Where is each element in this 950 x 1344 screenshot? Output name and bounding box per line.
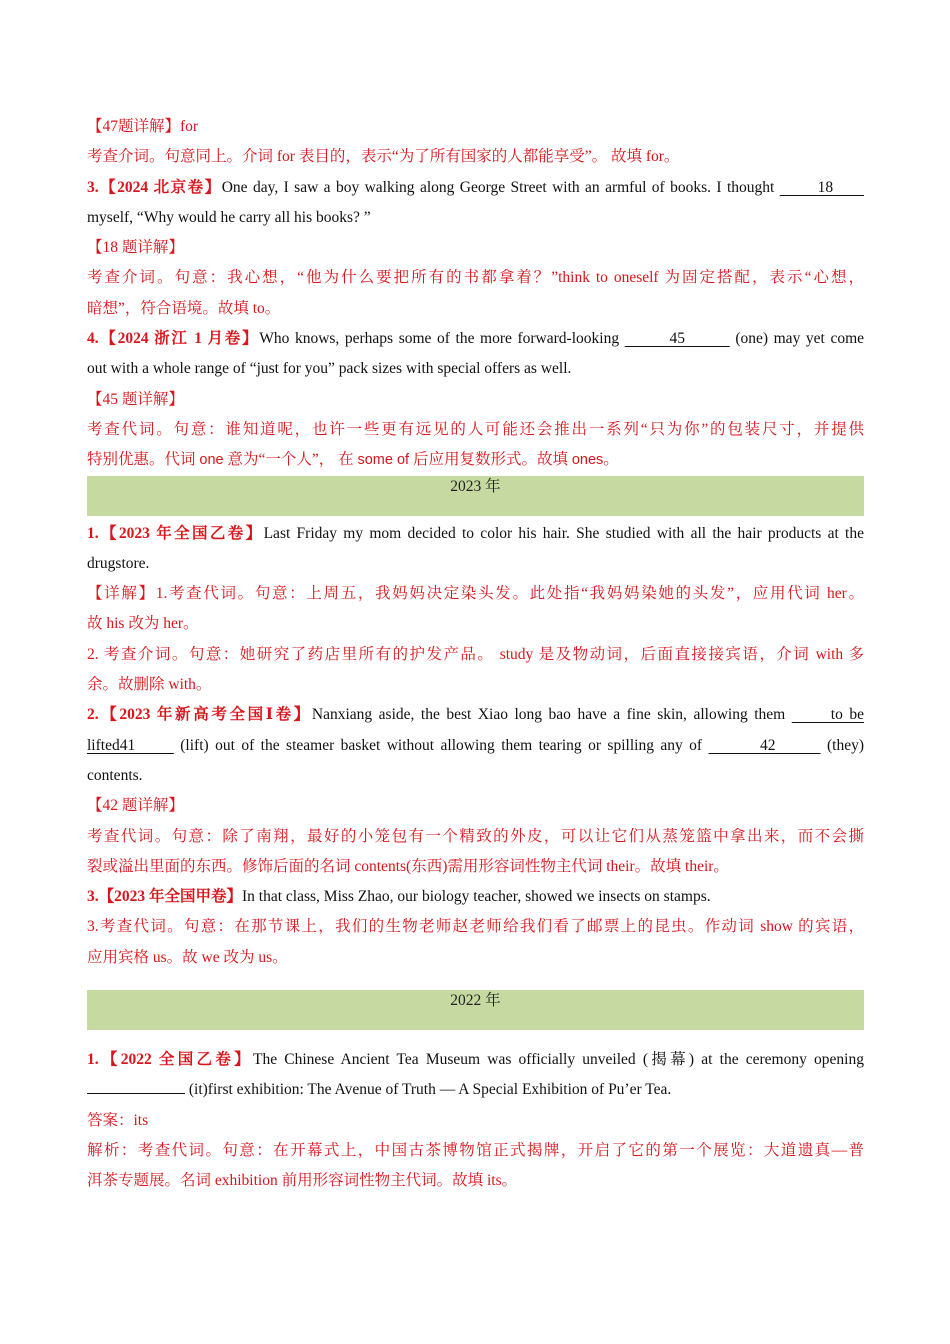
question-4-2024 [87,324,864,354]
blank-number: 45 [669,330,685,348]
answer-blank [87,1076,185,1094]
question-1-2022 [87,1045,864,1075]
detail-2-line-2: 余。故删除 with。 [87,676,212,694]
question-2-line-3: contents. [87,766,143,784]
explanation-47: 考查介词。句意同上。介词 for 表目的，表示“为了所有国家的人都能享受”。 故填 for。 [87,148,680,166]
keyword: some of [357,452,410,469]
detail-1-line-2: 故 his 改为 her。 [87,615,199,633]
question-text-end: (they) [820,736,865,754]
blank-45 [625,330,730,347]
keyword: one [199,452,224,469]
source-tag: 【2023 年新高考全国Ⅰ卷】 [98,706,312,724]
text-part: 。 [603,451,619,469]
explanation-45-line-1: 考查代词。句意：谁知道呢，也许一些更有远见的人可能还会推出一系列“只为你”的包装尺寸，并提供 [87,420,864,438]
analysis-line-1: 解析：考查代词。句意：在开幕式上，中国古茶博物馆正式揭牌，开启了它的第一个展览：大道遗真—普 [87,1141,864,1159]
question-text: In that class, Miss Zhao, our biology teacher, showed we insects on stamps. [242,888,711,906]
explanation-18-line-1: 考查介词。句意：我心想，“他为什么要把所有的书都拿着？”think to oneself 为固定搭配，表示“心想， [87,269,864,287]
explanation-42-line-1: 考查代词。句意：除了南翔，最好的小笼包有一个精致的外皮，可以让它们从蒸笼篮中拿出来，而不会撕 [87,827,864,845]
question-text: Who knows, perhaps some of the more forward-looking [259,330,625,348]
blank-number: 42 [760,736,776,754]
explanation-45-line-2 [87,445,864,475]
blank-number: 18 [817,178,834,196]
question-1-2023 [87,519,864,549]
question-number: 3. [87,888,99,906]
question-1-2022-line-2 [87,1075,864,1105]
blank-42 [709,737,821,754]
question-text: The Chinese Ancient Tea Museum was officially unveiled (揭幕) at the ceremony opening [252,1051,864,1069]
analysis-line-2: 洱茶专题展。名词 exhibition 前用形容词性物主代词。故填 its。 [87,1172,518,1190]
detail-heading-47: 【47题详解】for [87,118,199,135]
question-text: One day, I saw a boy walking along George Street with an armful of books. I thought [221,178,780,196]
explanation-3-line-1: 3.考查代词。句意：在那节课上，我们的生物老师赵老师给我们看了邮票上的昆虫。作动词 show 的宾语， [87,918,864,936]
question-number: 1. [87,524,99,542]
text-part: 特别优惠。代词 [87,451,200,469]
source-tag: 【2023 年全国甲卷】 [98,888,243,906]
question-2-2023 [87,700,864,730]
question-number: 4. [87,330,99,348]
question-3-2023 [87,882,864,912]
question-text: Nanxiang aside, the best Xiao long bao have a fine skin, allowing them [311,706,792,724]
document-content [87,112,864,1197]
source-tag: 【2022 全国乙卷】 [98,1051,253,1069]
question-text-line-2: myself, “Why would he carry all his books? ” [87,208,371,226]
blank-18 [780,179,864,196]
question-4-line-2: out with a whole range of “just for you” pack sizes with special offers as well. [87,360,572,378]
text-part: 意为“一个人”， 在 [223,451,358,469]
explanation-18-line-2: 暗想”，符合语境。故填 to。 [87,299,281,317]
detail-heading-42: 【42 题详解】 [87,797,184,815]
question-number: 3. [87,178,99,196]
keyword: ones [571,452,604,469]
question-text: (it)first exhibition: The Avenue of Truth — A Special Exhibition of Pu’er Tea. [185,1081,672,1099]
detail-heading-45: 【45 题详解】 [87,390,184,408]
source-tag: 【2023 年全国乙卷】 [98,524,264,542]
detail-1-line-1: 【详解】1.考查代词。句意：上周五，我妈妈决定染头发。此处指“我妈妈染她的头发”，应用代词 her。 [87,585,864,603]
question-text: (lift) out of the steamer basket without allowing them tearing or spilling any of [173,736,709,754]
question-1-line-2: drugstore. [87,554,150,572]
source-tag: 【2024 浙江 1 月卷】 [98,330,260,348]
answer-underline-part-2: lifted41 [87,736,174,754]
detail-2-line-1: 2. 考查介词。句意：她研究了药店里所有的护发产品。 study 是及物动词，后面直接接宾语，介词 with 多 [87,645,864,663]
question-2-line-2 [87,731,864,761]
question-number: 1. [87,1051,99,1069]
detail-heading-18: 【18 题详解】 [87,239,184,257]
question-text: Last Friday my mom decided to color his hair. She studied with all the hair products at the [263,524,864,542]
year-band-2022: 2022 年 [87,990,864,1030]
year-band-2023: 2023 年 [87,476,864,516]
question-number: 2. [87,706,99,724]
explanation-42-line-2: 裂或溢出里面的东西。修饰后面的名词 contents(东西)需用形容词性物主代词 their。故填 their。 [87,857,729,875]
question-text-end: (one) may yet come [729,330,865,348]
answer-underline-part-1: to be [791,706,864,724]
explanation-3-line-2: 应用宾格 us。故 we 改为 us。 [87,948,288,966]
text-part: 后应用复数形式。故填 [409,451,572,469]
question-3-2024 [87,173,864,203]
source-tag: 【2024 北京卷】 [98,178,222,196]
answer-line: 答案：its [87,1111,149,1129]
